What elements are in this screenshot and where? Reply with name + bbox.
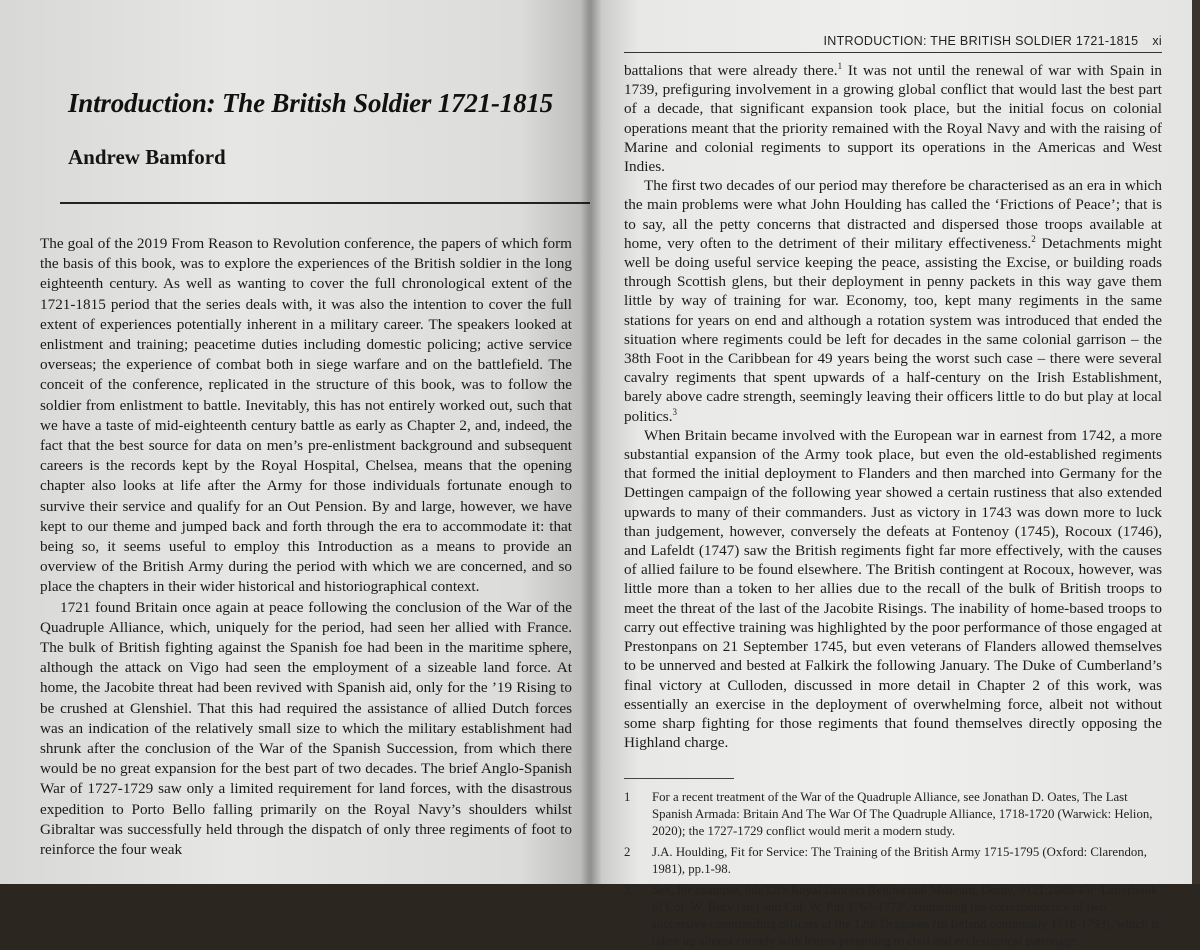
table-edge xyxy=(1192,0,1200,884)
chapter-title: Introduction: The British Soldier 1721-1815 xyxy=(68,88,553,118)
footnotes xyxy=(624,789,1162,950)
footnote xyxy=(624,882,1162,950)
footnote xyxy=(624,844,1162,878)
left-page xyxy=(0,0,590,884)
footnote-ref[interactable]: 2 xyxy=(1031,233,1036,244)
paragraph: When Britain became involved with the European war in earnest from 1742, a more substantial expansion of the Army took place, but even the old-established regiments that formed the initial deployment to Flanders and then marched into Germany for the Dettingen campaign of the following year showed a certain rustiness that also extended upwards to many of their commanders. Just as victory in 1743 was down more to luck than judgement, however, conversely the defeats at Fontenoy (1745), Rocoux (1746), and Lafeldt (1747) saw the British regiments fight far more effectively, with the causes of allied failure to be found elsewhere. The British contingent at Rocoux, however, was little more than a token to her allies due to the recall of the bulk of British troops to meet the threat of the last of the Jacobite Risings. The inability of home-based troops to carry out effective training was highlighted by the poor performance of those engaged at Prestonpans on 21 September 1745, but even veterans of Flanders allowed themselves to be unnerved and bested at Falkirk the following January. The Duke of Cumberland’s final victory at Culloden, discussed in more detail in Chapter 2 of this work, was essentially an exercise in the deployment of overwhelming force, albeit not without some sharp fighting for those regiments that found themselves directly opposing the Highland charge. xyxy=(624,426,1162,752)
footnote-divider xyxy=(624,778,734,779)
footnote-number: 1 xyxy=(624,790,631,805)
running-head-title: INTRODUCTION: THE BRITISH SOLDIER 1721-1815 xyxy=(823,34,1139,48)
paragraph: 1721 found Britain once again at peace following the conclusion of the War of the Quadruple Alliance, which, uniquely for the period, had seen her allied with France. The bulk of British fighting against the Spanish foe had been in the maritime sphere, although the attack on Vigo had seen the employment of a sizeable land force. At home, the Jacobite threat had been revived with Spanish aid, only for the ’19 Rising to be crushed at Glenshiel. That this had required the assistance of allied Dutch forces was an indication of the relatively small size to which the military establishment had shrunk after the conclusion of the War of the Spanish Succession, from which there would be no great expansion for the best part of two decades. The brief Anglo-Spanish War of 1727-1729 saw only a limited requirement for land forces, with the disastrous expedition to Porto Bello falling primarily on the Royal Navy’s shoulders whilst Gibraltar was successfully held through the dispatch of only three regiments of foot to reinforce the four weak xyxy=(40,598,572,859)
paragraph: The goal of the 2019 From Reason to Revolution conference, the papers of which form the basis of this book, was to explore the experiences of the British soldier in the long eighteenth century. As well as wanting to cover the full chronological extent of the 1721-1815 period that the series deals with, it was also the intention to cover the full extent of experiences potentially inherent in a military career. The speakers looked at enlistment and training; peacetime duties including domestic policing; active service overseas; the experience of combat both in siege warfare and on the battlefield. The conceit of the conference, replicated in the structure of this book, was to follow the soldier from enlistment to battle. Inevitably, this has not entirely worked out, such that we have a taste of mid-eighteenth century battle as early as Chapter 2, and, indeed, the fact that the best source for data on men’s pre-enlistment background and subsequent careers is the records kept by the Royal Hospital, Chelsea, means that the opening chapter also looks at life after the Army for those individuals fortunate enough to survive their service and qualify for an Out Pension. By and large, however, we have kept to our theme and jumped back and forth through the era to accommodate it: that being so, it seems useful to employ this Introduction as a means to provide an overview of the British Army during the period with which we are concerned, and so place the chapters in their wider historical and historiographical context. xyxy=(40,235,572,596)
footnote xyxy=(624,789,1162,840)
footnote-number: 3 xyxy=(624,883,631,898)
paragraph-text: Detachments might well be doing useful service keeping the peace, assisting the Excise, or building roads through Scottish glens, but their deployment in penny packets in this way gave them little by way of training for war. Economy, too, kept many regiments in the same stations for years on end and although a rotation system was introduced that ended the situation where regiments could be left for decades in the same colonial garrison – the 38th Foot in the Caribbean for 49 years being the worst such case – there were several cavalry regiments that spent upwards of a half-century on the Irish Establishment, barely above cadre strength, seemingly leaving their officers little to do but play at local politics. xyxy=(624,234,1162,425)
footnote-ref[interactable]: 1 xyxy=(837,60,843,71)
paragraph-text: battalions that were already there. xyxy=(624,62,838,79)
running-head xyxy=(624,34,1162,53)
footnote-number: 2 xyxy=(624,845,631,860)
paragraph xyxy=(624,176,1162,426)
author-name: Andrew Bamford xyxy=(68,145,226,169)
right-body-text xyxy=(624,61,1162,752)
paragraph xyxy=(624,61,1162,176)
footnote-text: See, for example, 9th/12th Royal Lancers Regimental Museum, Derby, 9121:2088/43: ‘Letterbook of Col. W. Bury [sic] and Col. W. Pitt 1767-1772’, containing the correspondence of two successive commanding officers of the 12th Dragoons (in Ireland continually 1718-1793), which is taken up almost entirely with letters pertaining to civil and ecclesiastical patronage. xyxy=(652,883,1160,949)
paragraph-text: The first two decades of our period may therefore be characterised as an era in which the main problems were what John Houlding has called the ‘Frictions of Peace’; that is to say, all the petty concerns that distracted and dispersed those troops available at home, very often to the detriment of their military effectiveness. xyxy=(624,177,1162,252)
footnote-text: For a recent treatment of the War of the Quadruple Alliance, see Jonathan D. Oates, The Last Spanish Armada: Britain And The War Of The Quadruple Alliance, 1718-1720 (Warwick: Helion, 2020); the 1727-1729 conflict would merit a modern study. xyxy=(652,790,1153,839)
title-divider xyxy=(60,202,600,204)
right-page xyxy=(590,0,1200,949)
footnote-ref[interactable]: 3 xyxy=(672,406,678,417)
footnote-text: J.A. Houlding, Fit for Service: The Training of the British Army 1715-1795 (Oxford: Clarendon, 1981), pp.1-98. xyxy=(652,845,1147,877)
book-gutter xyxy=(580,0,602,884)
left-body-text xyxy=(40,234,572,860)
page-number: xi xyxy=(1152,34,1162,48)
paragraph-text: It was not until the renewal of war with Spain in 1739, prefiguring involvement in a growing global conflict that would last the best part of a decade, that significant expansion took place, but the initial focus on colonial operations meant that the priority remained with the Royal Navy and with the raising of Marine and colonial regiments to support its operations in the Americas and West Indies. xyxy=(624,62,1163,176)
